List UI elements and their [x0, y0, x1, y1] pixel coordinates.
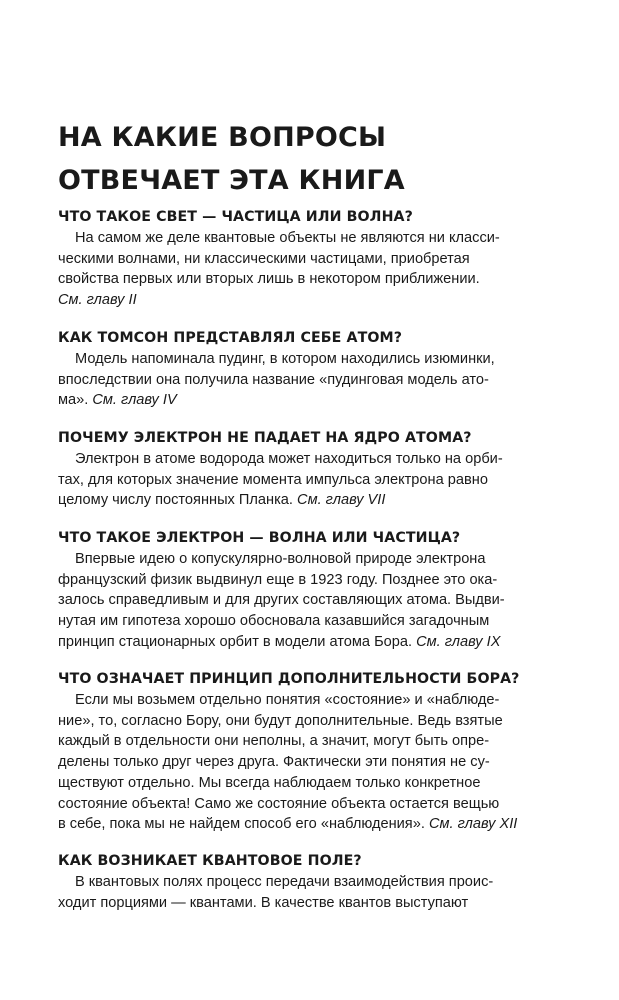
- qa-section-electron-wave: [58, 527, 578, 653]
- answer-line: Если мы возьмем отдельно понятия «состояние» и «наблюде-: [75, 692, 500, 708]
- answer-line: ходит порциями — квантами. В качестве квантов выступают: [58, 894, 469, 911]
- answer-text: [58, 690, 578, 835]
- qa-section-light: [58, 206, 578, 311]
- answer-line: делены только друг через друга. Фактически эти понятия не су-: [58, 754, 490, 771]
- answer-line: В квантовых полях процесс передачи взаимодействия проис-: [75, 874, 494, 890]
- qa-section-electron-fall: [58, 427, 578, 511]
- answer-line: ществуют отдельно. Мы всегда наблюдаем только конкретное: [58, 774, 481, 791]
- answer-line: тах, для которых значение момента импульса электрона равно: [58, 471, 488, 488]
- chapter-reference: См. главу IV: [92, 392, 177, 409]
- answer-line: Впервые идею о копускулярно-волновой природе электрона: [75, 551, 486, 567]
- answer-line: ма».: [58, 392, 89, 409]
- answer-text: [58, 549, 578, 653]
- chapter-reference: См. главу XII: [428, 816, 518, 833]
- question-heading: КАК ВОЗНИКАЕТ КВАНТОВОЕ ПОЛЕ?: [58, 853, 362, 869]
- question-heading: ЧТО ТАКОЕ СВЕТ — ЧАСТИЦА ИЛИ ВОЛНА?: [58, 209, 413, 225]
- answer-line: залось справедливым и для других составляющих атома. Выдви-: [58, 592, 505, 609]
- answer-line: нутая им гипотеза хорошо обосновала казавшийся загадочным: [58, 613, 490, 630]
- answer-text: [58, 872, 578, 913]
- answer-text: [58, 228, 578, 311]
- page-title: [58, 116, 578, 202]
- qa-section-quantum-field: [58, 850, 578, 913]
- chapter-reference: См. главу VII: [297, 492, 386, 509]
- page-title-line-2: ОТВЕЧАЕТ ЭТА КНИГА: [58, 165, 405, 196]
- answer-text: [58, 449, 578, 511]
- answer-line: ние», то, согласно Бору, они будут дополнительные. Ведь взятые: [58, 712, 503, 729]
- qa-section-complementarity: [58, 668, 578, 835]
- question-heading: ЧТО ТАКОЕ ЭЛЕКТРОН — ВОЛНА ИЛИ ЧАСТИЦА?: [58, 530, 461, 546]
- answer-line: ческими волнами, ни классическими частицами, приобретая: [58, 250, 470, 267]
- answer-text: [58, 349, 578, 411]
- qa-section-thomson-atom: [58, 327, 578, 411]
- answer-line: впоследствии она получила название «пудинговая модель ато-: [58, 371, 489, 388]
- answer-line: каждый в отдельности они неполны, а значит, могут быть опре-: [58, 733, 490, 750]
- page-title-line-1: НА КАКИЕ ВОПРОСЫ: [58, 122, 387, 153]
- answer-line: в себе, пока мы не найдем способ его «наблюдения».: [58, 816, 425, 833]
- answer-line: свойства первых или вторых лишь в некотором приближении.: [58, 271, 480, 288]
- answer-line: целому числу постоянных Планка.: [58, 492, 293, 509]
- answer-line: Электрон в атоме водорода может находиться только на орби-: [75, 451, 503, 467]
- question-heading: ЧТО ОЗНАЧАЕТ ПРИНЦИП ДОПОЛНИТЕЛЬНОСТИ БОРА?: [58, 671, 520, 687]
- answer-line: состояние объекта! Само же состояние объекта остается вещью: [58, 795, 500, 812]
- question-heading: КАК ТОМСОН ПРЕДСТАВЛЯЛ СЕБЕ АТОМ?: [58, 330, 403, 346]
- chapter-reference: См. главу IX: [416, 633, 501, 650]
- answer-line: Модель напоминала пудинг, в котором находились изюминки,: [75, 351, 495, 367]
- answer-line: принцип стационарных орбит в модели атома Бора.: [58, 633, 413, 650]
- answer-line: На самом же деле квантовые объекты не являются ни класси-: [75, 230, 500, 246]
- question-heading: ПОЧЕМУ ЭЛЕКТРОН НЕ ПАДАЕТ НА ЯДРО АТОМА?: [58, 430, 472, 446]
- chapter-reference: См. главу II: [58, 292, 137, 309]
- answer-line: французский физик выдвинул еще в 1923 году. Позднее это ока-: [58, 571, 498, 588]
